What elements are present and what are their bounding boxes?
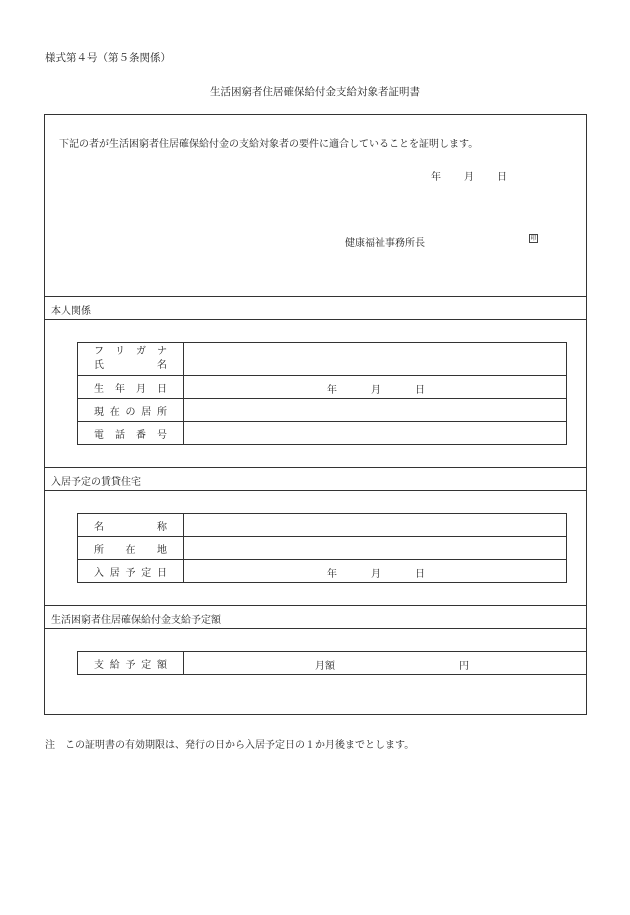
- table-row: [78, 652, 588, 675]
- housing-location-field[interactable]: [184, 537, 567, 560]
- move-in-field[interactable]: [184, 560, 567, 583]
- cert-date-day: 日: [497, 172, 507, 183]
- housing-table: [77, 513, 567, 583]
- move-in-year: 年: [327, 569, 337, 580]
- divider: [44, 296, 587, 297]
- table-row: [78, 560, 567, 583]
- amount-table: [77, 651, 587, 675]
- office-title: 健康福祉事務所長: [345, 238, 425, 249]
- dob-day: 日: [415, 385, 425, 396]
- address-label: 現 在 の 居 所: [78, 399, 184, 422]
- dob-field[interactable]: [184, 376, 567, 399]
- move-in-day: 日: [415, 569, 425, 580]
- table-row: [78, 422, 567, 445]
- document-title: 生活困窮者住居確保給付金支給対象者証明書: [210, 86, 420, 98]
- phone-label: 電 話 番 号: [78, 422, 184, 445]
- section-heading-housing: 入居予定の賃貸住宅: [51, 477, 141, 488]
- dob-label: 生 年 月 日: [78, 376, 184, 399]
- address-field[interactable]: [184, 399, 567, 422]
- name-label-cell: [78, 343, 184, 376]
- dob-month: 月: [371, 385, 381, 396]
- validity-note: 注 この証明書の有効期限は、発行の日から入居予定日の１か月後までとします。: [45, 740, 415, 751]
- table-row: [78, 399, 567, 422]
- housing-name-label: 名 称: [78, 514, 184, 537]
- housing-name-field[interactable]: [184, 514, 567, 537]
- move-in-label: 入 居 予 定 日: [78, 560, 184, 583]
- name-label: 氏 名: [94, 360, 167, 371]
- divider: [44, 628, 587, 629]
- seal-mark: 印: [530, 235, 537, 242]
- divider: [44, 605, 587, 606]
- cert-date-month: 月: [464, 172, 474, 183]
- table-row: [78, 376, 567, 399]
- monthly-label: 月額: [315, 661, 335, 672]
- table-row: [78, 343, 567, 376]
- divider: [44, 319, 587, 320]
- name-field[interactable]: [184, 343, 567, 376]
- dob-year: 年: [327, 385, 337, 396]
- divider: [44, 490, 587, 491]
- amount-label: 支 給 予 定 額: [78, 652, 184, 675]
- certification-text: 下記の者が生活困窮者住居確保給付金の支給対象者の要件に適合していることを証明します。: [59, 139, 479, 150]
- yen-label: 円: [459, 661, 469, 672]
- amount-field[interactable]: [184, 652, 588, 675]
- divider: [44, 467, 587, 468]
- cert-date-year: 年: [431, 172, 441, 183]
- phone-field[interactable]: [184, 422, 567, 445]
- section-heading-person: 本人関係: [51, 306, 91, 317]
- move-in-month: 月: [371, 569, 381, 580]
- form-number: 様式第４号（第５条関係）: [45, 52, 171, 64]
- section-heading-amount: 生活困窮者住居確保給付金支給予定額: [51, 615, 221, 626]
- furigana-label: フ リ ガ ナ: [94, 346, 167, 357]
- housing-location-label: 所 在 地: [78, 537, 184, 560]
- table-row: [78, 537, 567, 560]
- table-row: [78, 514, 567, 537]
- person-table: [77, 342, 567, 445]
